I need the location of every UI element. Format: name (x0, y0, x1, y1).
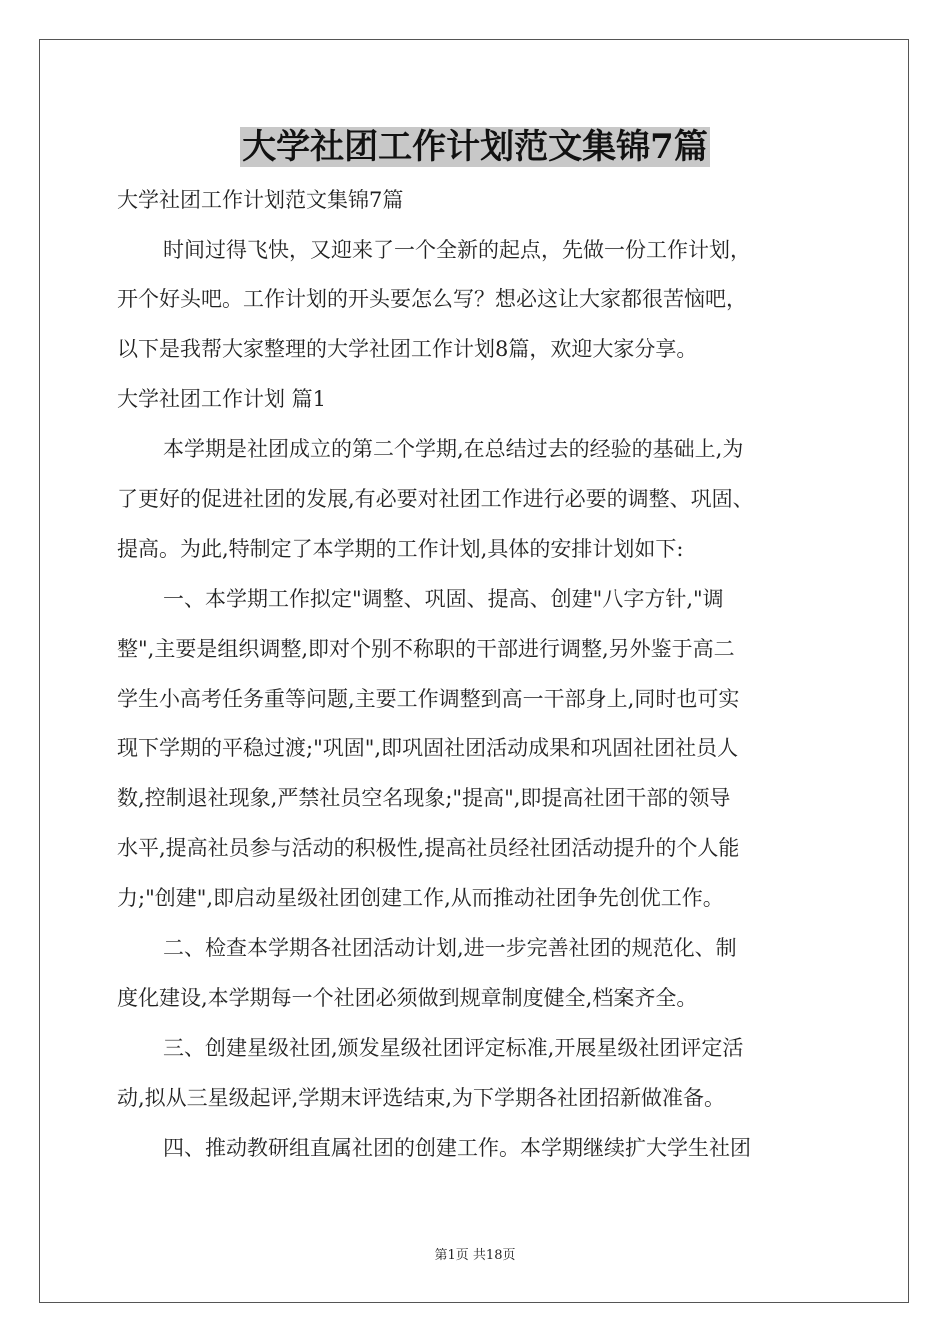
paragraph-line: 四、推动教研组直属社团的创建工作。本学期继续扩大学生社团 (163, 1136, 751, 1160)
document-title: 大学社团工作计划范文集锦7篇 (242, 127, 708, 167)
paragraph-line: 力;"创建",即启动星级社团创建工作,从而推动社团争先创优工作。 (117, 886, 724, 910)
paragraph-line: 学生小高考任务重等问题,主要工作调整到高一干部身上,同时也可实 (117, 687, 740, 711)
paragraph-line: 三、创建星级社团,颁发星级社团评定标准,开展星级社团评定活 (163, 1036, 744, 1060)
page-number-footer: 第1页 共18页 (434, 1248, 516, 1263)
paragraph-line: 时间过得飞快，又迎来了一个全新的起点，先做一份工作计划， (163, 238, 751, 262)
paragraph-line: 现下学期的平稳过渡;"巩固",即巩固社团活动成果和巩固社团社员人 (117, 736, 739, 760)
paragraph-line: 本学期是社团成立的第二个学期,在总结过去的经验的基础上,为 (163, 437, 744, 461)
paragraph-line: 以下是我帮大家整理的大学社团工作计划8篇，欢迎大家分享。 (117, 337, 698, 361)
paragraph-line: 动,拟从三星级起评,学期末评选结束,为下学期各社团招新做准备。 (117, 1086, 726, 1110)
paragraph-line: 开个好头吧。工作计划的开头要怎么写？想必这让大家都很苦恼吧， (117, 287, 747, 311)
paragraph-line: 提高。为此,特制定了本学期的工作计划,具体的安排计划如下: (117, 537, 684, 561)
paragraph-line: 二、检查本学期各社团活动计划,进一步完善社团的规范化、制 (163, 936, 737, 960)
paragraph-line: 度化建设,本学期每一个社团必须做到规章制度健全,档案齐全。 (117, 986, 698, 1010)
paragraph-line: 了更好的促进社团的发展,有必要对社团工作进行必要的调整、巩固、 (117, 487, 754, 511)
subtitle-line: 大学社团工作计划范文集锦7篇 (117, 188, 404, 212)
paragraph-line: 水平,提高社员参与活动的积极性,提高社员经社团活动提升的个人能 (117, 836, 740, 860)
paragraph-line: 数,控制退社现象,严禁社员空名现象;"提高",即提高社团干部的领导 (117, 786, 731, 810)
section-heading: 大学社团工作计划 篇1 (117, 387, 327, 411)
paragraph-line: 一、本学期工作拟定"调整、巩固、提高、创建"八字方针,"调 (163, 587, 724, 611)
paragraph-line: 整",主要是组织调整,即对个别不称职的干部进行调整,另外鉴于高二 (117, 637, 735, 661)
page-border (39, 39, 909, 1303)
